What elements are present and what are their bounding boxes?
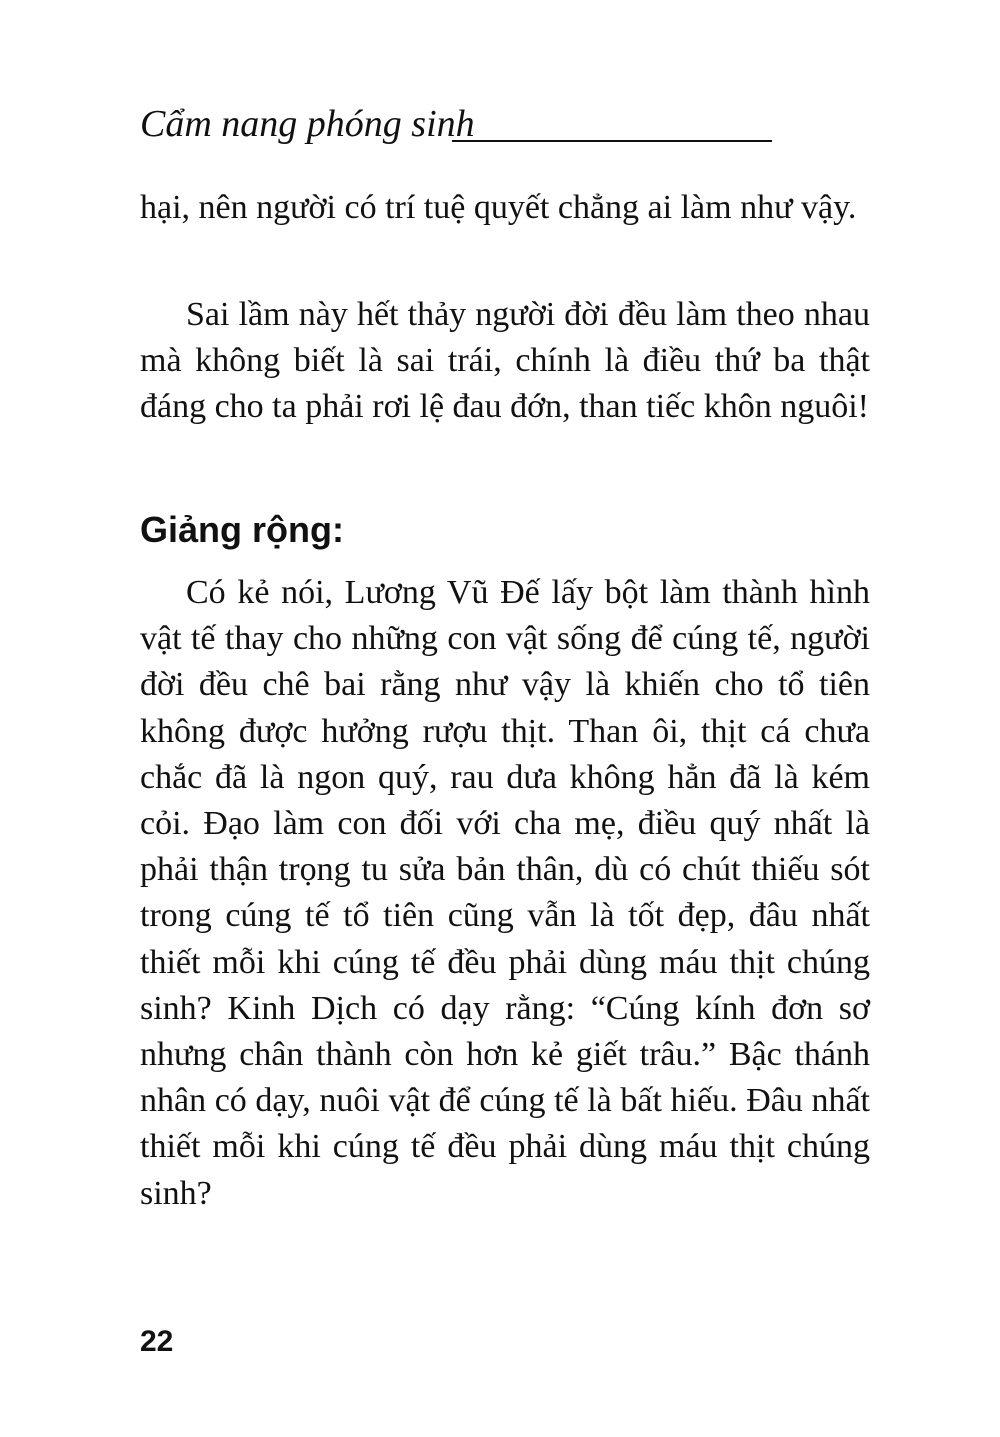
header-rule [452, 140, 772, 142]
paragraph-text: hại, nên người có trí tuệ quyết chẳng ai làm như vậy. [140, 189, 857, 226]
running-header [140, 98, 780, 150]
paragraph-second [140, 292, 870, 431]
paragraph-continuation [140, 185, 870, 231]
section-heading: Giảng rộng: [140, 509, 344, 550]
running-header-title: Cẩm nang phóng sinh [140, 103, 475, 145]
paragraph-text: Sai lầm này hết thảy người đời đều làm theo nhau mà không biết là sai trái, chính là điều thứ ba thật đáng cho ta phải rơi lệ đau đớn, than tiếc khôn nguôi! [140, 296, 870, 426]
page-number: 22 [140, 1325, 174, 1358]
paragraph-text: Có kẻ nói, Lương Vũ Đế lấy bột làm thành hình vật tế thay cho những con vật sống để cúng tế, người đời đều chê bai rằng như vậy là khiến cho tổ tiên không được hưởng rượu thịt. Than ôi, thịt cá chưa chắc đã là ngon quý, rau dưa không hẳn đã là kém cỏi. Đạo làm con đối với cha mẹ, điều quý nhất là phải thận trọng tu sửa bản thân, dù có chút thiếu sót trong cúng tế tổ tiên cũng vẫn là tốt đẹp, đâu nhất thiết mỗi khi cúng tế đều phải dùng máu thịt chúng sinh? Kinh Dịch có dạy rằng: “Cúng kính đơn sơ nhưng chân thành còn hơn kẻ giết trâu.” Bậc thánh nhân có dạy, nuôi vật để cúng tế là bất hiếu. Đâu nhất thiết mỗi khi cúng tế đều phải dùng máu thịt chúng sinh? [140, 574, 870, 1212]
section-body [140, 570, 870, 1217]
